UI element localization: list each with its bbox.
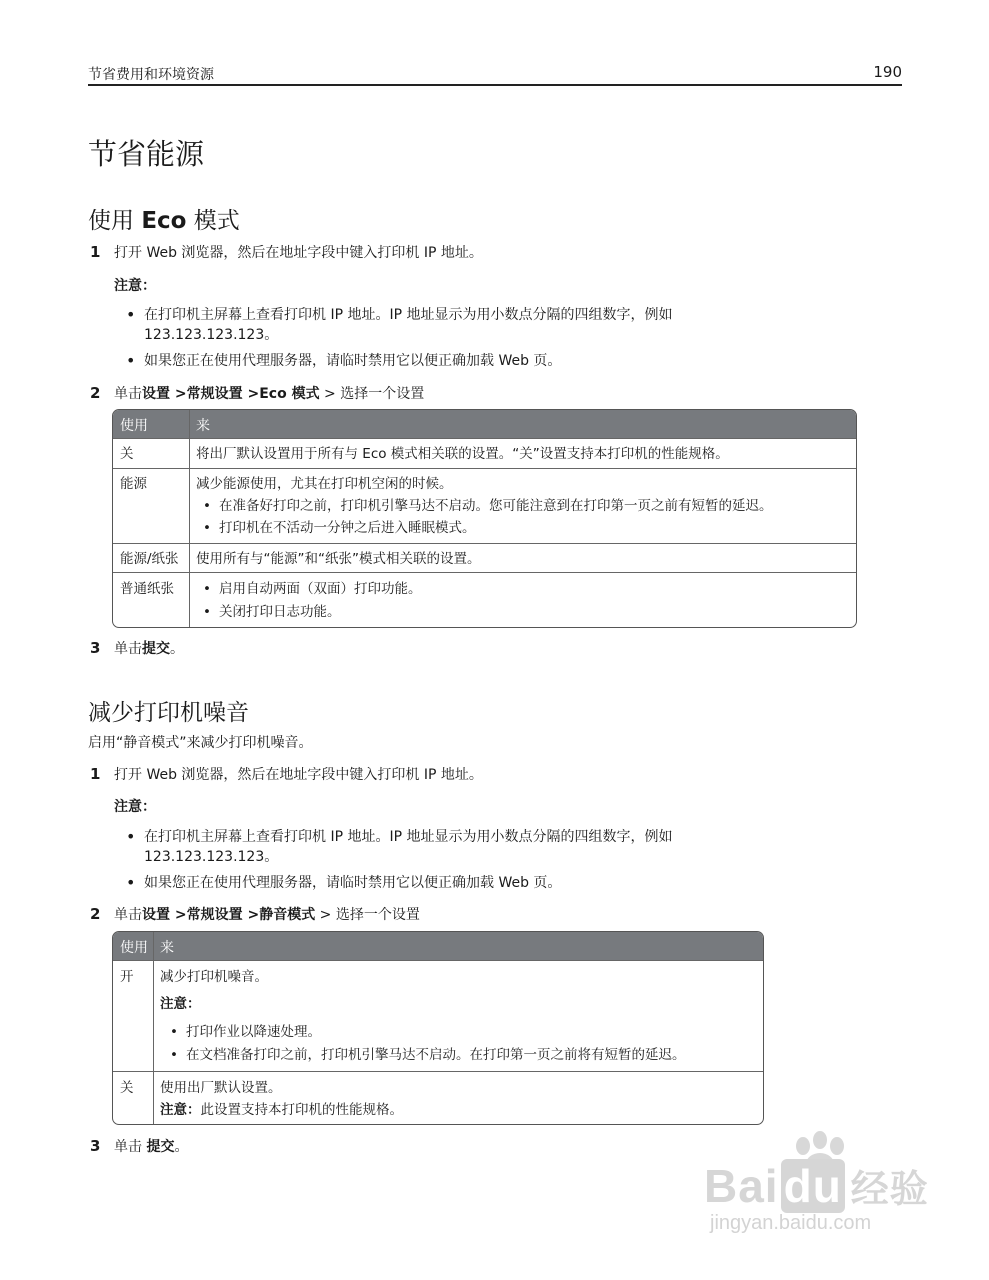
- table-cell: 减少打印机噪音。: [160, 969, 268, 985]
- table-cell: 减少能源使用，尤其在打印机空闲的时候。: [196, 476, 453, 492]
- submit-label: 提交: [146, 1139, 175, 1155]
- table-cell: 使用所有与“能源”和“纸张”模式相关联的设置。: [196, 551, 481, 567]
- quiet-heading: 减少打印机噪音: [88, 700, 249, 726]
- eco-step-2-text: 单击设置 >常规设置 >Eco 模式 > 选择一个设置: [114, 386, 425, 402]
- table-cell: 普通纸张: [120, 581, 174, 597]
- running-header: [88, 62, 902, 86]
- watermark-brand: Bai du 经验: [704, 1160, 929, 1212]
- quiet-step-3-text: 单击 提交。: [114, 1139, 189, 1155]
- table-cell: 关: [120, 1080, 134, 1096]
- page-number: 190: [873, 63, 902, 81]
- table-cell: 使用出厂默认设置。: [160, 1080, 282, 1096]
- watermark-url: jingyan.baidu.com: [710, 1212, 872, 1234]
- table-cell: 将出厂默认设置用于所有与 Eco 模式相关联的设置。“关”设置支持本打印机的性能规格。: [196, 446, 729, 462]
- quiet-note-bullet: • 在打印机主屏幕上查看打印机 IP 地址。IP 地址显示为用小数点分隔的四组数字，例如 123.123.123.123。: [126, 827, 673, 867]
- eco-note-bullet: • 在打印机主屏幕上查看打印机 IP 地址。IP 地址显示为用小数点分隔的四组数字，例如 123.123.123.123。: [126, 305, 673, 345]
- table-bullet: • 打印作业以降速处理。: [170, 1022, 321, 1042]
- eco-note-bullet: • 如果您正在使用代理服务器，请临时禁用它以便正确加载 Web 页。: [126, 351, 561, 371]
- eco-step-1-number: 1: [90, 243, 101, 261]
- section-title: 节省能源: [88, 137, 205, 171]
- submit-label: 提交: [142, 641, 170, 657]
- quiet-menu-path: 设置 >常规设置 >静音模式: [142, 907, 316, 923]
- eco-heading: 使用 Eco 模式: [88, 208, 240, 234]
- quiet-note-label: 注意：: [114, 799, 156, 815]
- table-note-label: 注意：: [160, 996, 201, 1012]
- table-header: 使用 来: [113, 410, 856, 438]
- quiet-step-1-text: 打开 Web 浏览器，然后在地址字段中键入打印机 IP 地址。: [114, 767, 483, 783]
- quiet-step-2-text: 单击设置 >常规设置 >静音模式 > 选择一个设置: [114, 907, 420, 923]
- eco-step-3-text: 单击提交。: [114, 641, 184, 657]
- table-bullet: • 关闭打印日志功能。: [203, 602, 341, 622]
- eco-step-2-number: 2: [90, 384, 101, 402]
- table-cell: 开: [120, 969, 134, 985]
- table-bullet: • 打印机在不活动一分钟之后进入睡眠模式。: [203, 518, 476, 538]
- quiet-step-2-number: 2: [90, 905, 101, 923]
- quiet-step-3-number: 3: [90, 1137, 101, 1155]
- quiet-settings-table: [112, 931, 764, 1125]
- baidu-watermark: [700, 1128, 940, 1238]
- eco-step-3-number: 3: [90, 639, 101, 657]
- table-header: 使用 来: [113, 932, 763, 960]
- table-cell: 注意：此设置支持本打印机的性能规格。: [160, 1102, 403, 1118]
- eco-step-1-text: 打开 Web 浏览器，然后在地址字段中键入打印机 IP 地址。: [114, 245, 483, 261]
- table-cell: 能源/纸张: [120, 551, 179, 567]
- table-bullet: • 在文档准备打印之前，打印机引擎马达不启动。在打印第一页之前将有短暂的延迟。: [170, 1045, 686, 1065]
- table-bullet: • 启用自动两面（双面）打印功能。: [203, 579, 422, 599]
- quiet-step-1-number: 1: [90, 765, 101, 783]
- header-title: 节省费用和环境资源: [88, 67, 214, 83]
- eco-settings-table: [112, 409, 857, 628]
- table-cell: 能源: [120, 476, 147, 492]
- quiet-intro: 启用“静音模式”来减少打印机噪音。: [88, 735, 313, 751]
- eco-note-label: 注意：: [114, 278, 156, 294]
- eco-menu-path: 设置 >常规设置 >Eco 模式: [142, 386, 320, 402]
- table-cell: 关: [120, 446, 134, 462]
- quiet-note-bullet: • 如果您正在使用代理服务器，请临时禁用它以便正确加载 Web 页。: [126, 873, 561, 893]
- table-bullet: • 在准备好打印之前，打印机引擎马达不启动。您可能注意到在打印第一页之前有短暂的延迟。: [203, 496, 773, 516]
